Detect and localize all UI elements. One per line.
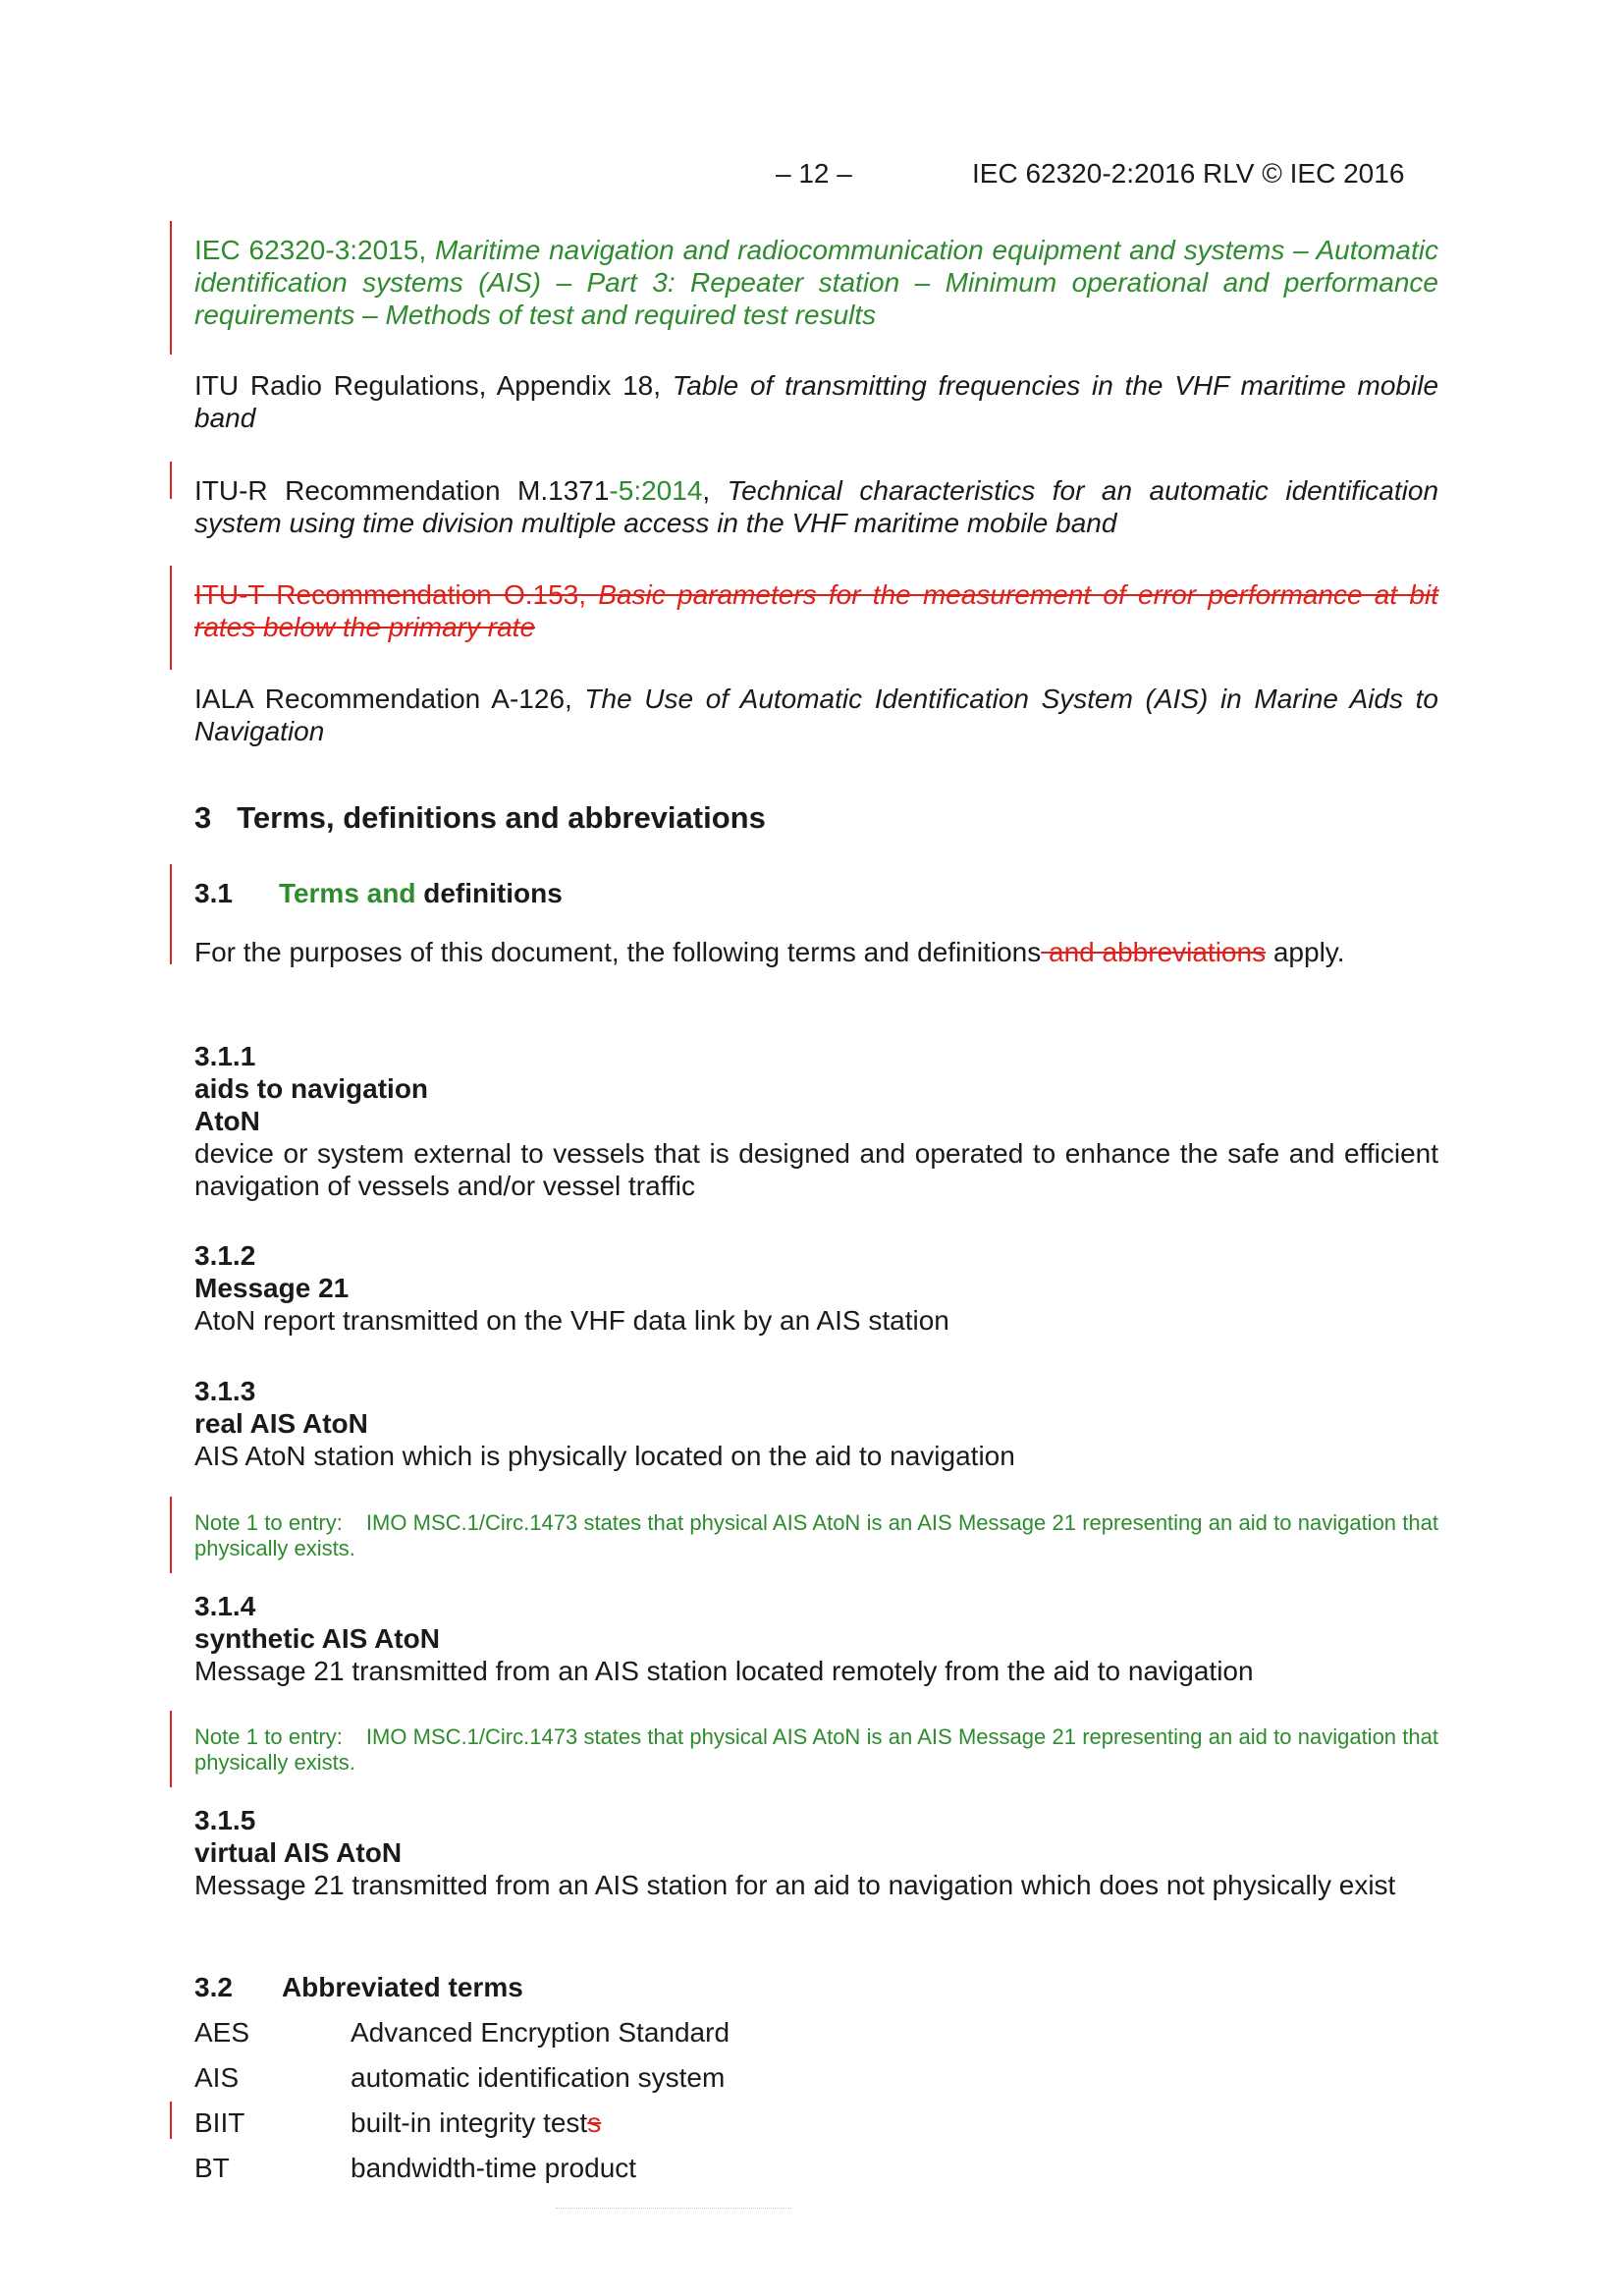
term-name: Message 21: [194, 1273, 350, 1303]
term-3-1-5: [194, 1804, 1438, 1901]
term-3-1-1: [194, 1040, 1438, 1202]
change-bar: [170, 864, 172, 964]
reference-title: Basic parameters for the measurement of error performance at bit rates below the primary rate: [194, 579, 1438, 642]
reference-iala-a126: [194, 683, 1438, 747]
section-3-1-intro: For the purposes of this document, the following terms and definitions and abbreviations apply.: [194, 937, 1345, 967]
section-number: 3.2: [194, 1972, 233, 2002]
term-abbreviation: AtoN: [194, 1106, 260, 1136]
note-text: IMO MSC.1/Circ.1473 states that physical AIS AtoN is an AIS Message 21 representing an aid to navigation that physically exists.: [194, 1724, 1439, 1775]
reference-title: The Use of Automatic Identification System (AIS) in Marine Aids to Navigation: [194, 683, 1438, 746]
term-name: real AIS AtoN: [194, 1408, 368, 1439]
deleted-text: and abbreviations: [1041, 937, 1267, 967]
abbreviation-meaning: bandwidth-time product: [351, 2153, 637, 2183]
section-number: 3.1: [194, 878, 233, 908]
section-title: Terms, definitions and abbreviations: [237, 800, 766, 835]
term-definition: device or system external to vessels that is designed and operated to enhance the safe and efficient navigation of vessels and/or vessel traffic: [194, 1138, 1438, 1201]
reference-prefix: ITU Radio Regulations, Appendix 18,: [194, 370, 673, 401]
term-3-1-2: [194, 1239, 1438, 1337]
change-bar: [170, 566, 172, 670]
term-name: aids to navigation: [194, 1073, 429, 1104]
abbreviation: BT: [194, 2153, 230, 2183]
section-title: Abbreviated terms: [281, 1972, 523, 2002]
abbreviation: AES: [194, 2017, 250, 2048]
note-3-1-4: [194, 1724, 1438, 1776]
page-number: – 12 –: [776, 158, 852, 189]
change-bar: [170, 462, 172, 499]
note-label: Note 1 to entry:: [194, 1510, 343, 1535]
term-3-1-3: [194, 1375, 1438, 1472]
reference-prefix: ITU-T Recommendation O.153,: [194, 579, 599, 610]
note-text: IMO MSC.1/Circ.1473 states that physical AIS AtoN is an AIS Message 21 representing an aid to navigation that physically exists.: [194, 1510, 1439, 1560]
reference-title: Table of transmitting frequencies in the VHF maritime mobile band: [194, 370, 1439, 433]
reference-itu-t-o153-deleted: [194, 578, 1438, 643]
inserted-text: -5:2014: [609, 475, 703, 506]
reference-iec-62320-3: [194, 234, 1438, 331]
term-3-1-4: [194, 1590, 1438, 1687]
term-definition: Message 21 transmitted from an AIS station located remotely from the aid to navigation: [194, 1656, 1254, 1686]
section-3-1-heading: [194, 877, 1438, 909]
change-bar: [170, 1711, 172, 1787]
deleted-text: s: [587, 2107, 602, 2138]
term-number: 3.1.3: [194, 1376, 256, 1406]
reference-prefix: IALA Recommendation A-126,: [194, 683, 585, 714]
abbreviation-meaning: Advanced Encryption Standard: [351, 2017, 730, 2048]
reference-title: Technical characteristics for an automatic identification system using time division multiple access in the VHF maritime mobile band: [194, 475, 1439, 538]
abbreviation: AIS: [194, 2062, 240, 2093]
reference-itu-r-m1371: ITU-R Recommendation M.1371-5:2014, Technical characteristics for an automatic identification system using time division multiple access in the VHF maritime mobile band: [194, 475, 1439, 538]
section-title: definitions: [415, 878, 563, 908]
abbreviation-meaning: automatic identification system: [351, 2062, 726, 2093]
reference-id: IEC 62320-3:2015,: [194, 235, 435, 265]
term-number: 3.1.4: [194, 1591, 256, 1621]
reference-prefix: ITU-R Recommendation M.1371: [194, 475, 610, 506]
change-bar: [170, 221, 172, 355]
abbreviation-meaning: built-in integrity tests: [351, 2107, 602, 2138]
reference-title: Maritime navigation and radiocommunication equipment and systems – Automatic identification systems (AIS) – Part 3: Repeater station – Minimum operational and performance requirements – Methods of test and required test results: [194, 235, 1438, 330]
term-number: 3.1.2: [194, 1240, 256, 1271]
term-definition: AIS AtoN station which is physically located on the aid to navigation: [194, 1441, 1015, 1471]
term-number: 3.1.1: [194, 1041, 256, 1071]
term-name: virtual AIS AtoN: [194, 1837, 403, 1868]
change-bar: [170, 1497, 172, 1573]
note-3-1-3: [194, 1510, 1438, 1561]
note-label: Note 1 to entry:: [194, 1724, 343, 1749]
section-number: 3: [194, 800, 212, 835]
abbreviation: BIIT: [194, 2107, 245, 2138]
inserted-text: Terms and: [278, 878, 416, 908]
term-definition: AtoN report transmitted on the VHF data link by an AIS station: [194, 1305, 949, 1336]
document-id: IEC 62320-2:2016 RLV © IEC 2016: [972, 158, 1405, 189]
term-definition: Message 21 transmitted from an AIS station for an aid to navigation which does not physically exist: [194, 1870, 1396, 1900]
term-name: synthetic AIS AtoN: [194, 1623, 440, 1654]
change-bar: [170, 2102, 172, 2139]
term-number: 3.1.5: [194, 1805, 256, 1835]
section-3-2-heading: [194, 1971, 1438, 2003]
footer-rule: [556, 2208, 791, 2213]
reference-itu-radio-regulations: [194, 369, 1438, 434]
section-3-heading: [194, 801, 1438, 834]
